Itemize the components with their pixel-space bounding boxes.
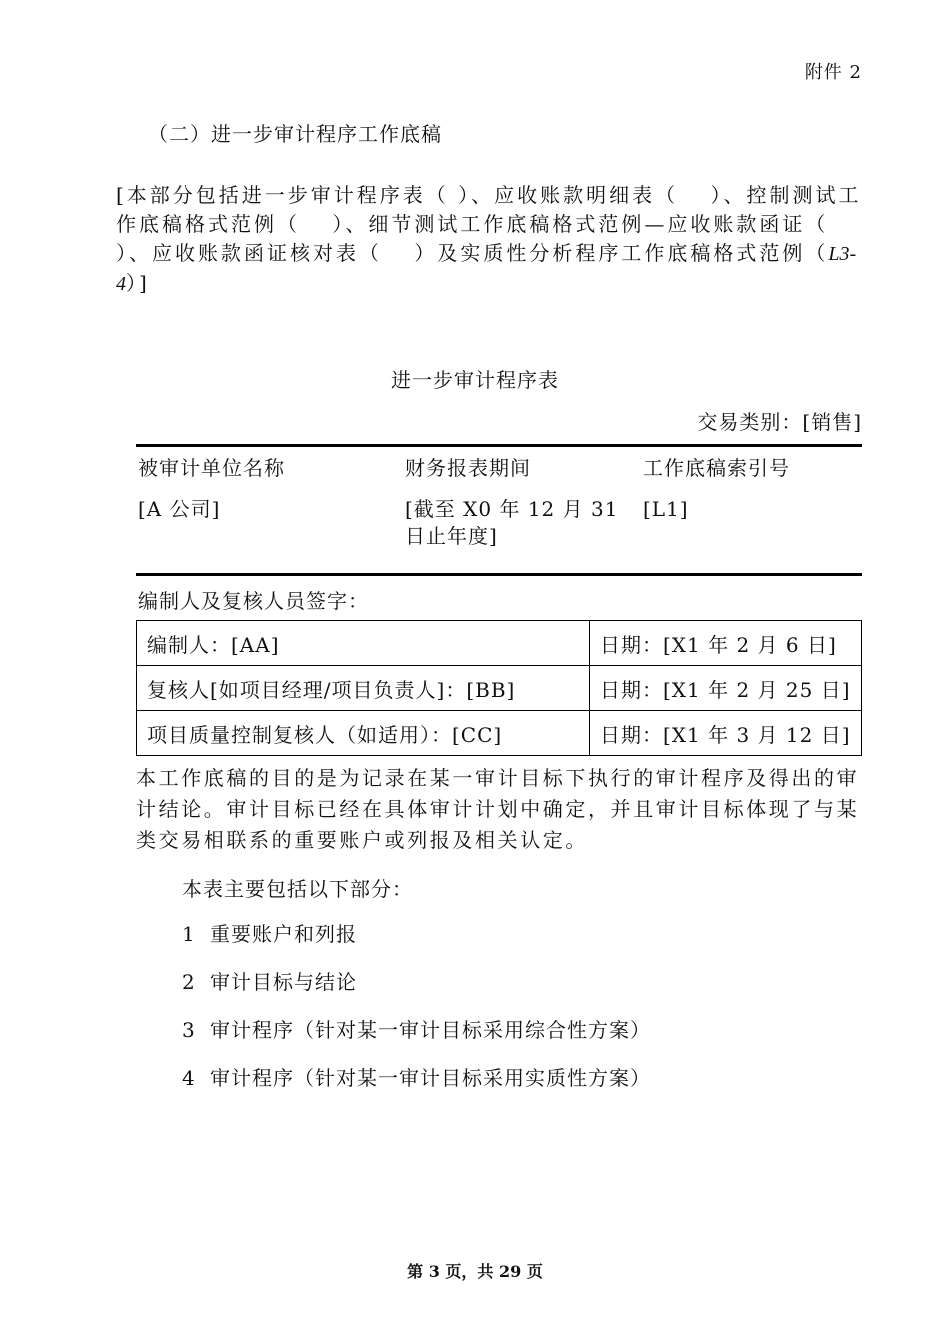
attachment-label: 附件 2 xyxy=(804,62,862,83)
list-number: 1 xyxy=(182,922,196,946)
list-text: 审计程序（针对某一审计目标采用实质性方案） xyxy=(210,1066,651,1090)
list-item xyxy=(182,966,357,995)
intro-text: [本部分包括进一步审计程序表（ ）、应收账款明细表（ ）、控制测试工作底稿格式范例（ ）、细节测试工作底稿格式范例—应收账款函证（ ）、应收账款函证核对表（ ）及实质性分析程序工作底稿格式范例（ xyxy=(116,183,862,265)
signoff-label: 编制人及复核人员签字： xyxy=(138,589,369,613)
table-title: 进一步审计程序表 xyxy=(391,368,559,392)
signoff-role: 项目质量控制复核人（如适用）：[CC] xyxy=(137,711,590,756)
transaction-type: 交易类别：[销售] xyxy=(697,410,862,434)
list-number: 3 xyxy=(182,1018,196,1042)
entity-value: [A 公司] xyxy=(138,497,221,521)
section-heading: （二）进一步审计程序工作底稿 xyxy=(148,122,442,146)
signoff-row xyxy=(137,621,862,666)
signoff-date: 日期：[X1 年 2 月 25 日] xyxy=(590,666,862,711)
signoff-role: 复核人[如项目经理/项目负责人]：[BB] xyxy=(137,666,590,711)
page-footer: 第 3 页，共 29 页 xyxy=(407,1262,543,1281)
intro-paragraph xyxy=(116,181,868,299)
intro-ref: L3-4 xyxy=(116,243,857,295)
list-item xyxy=(182,918,357,947)
period-value: [截至 X0 年 12 月 31 日止年度] xyxy=(405,497,619,548)
header-entity-name: 被审计单位名称 xyxy=(138,456,285,480)
summary-line: 本表主要包括以下部分： xyxy=(182,877,413,901)
table-bottom-rule xyxy=(136,573,862,576)
signoff-date: 日期：[X1 年 2 月 6 日] xyxy=(590,621,862,666)
list-item xyxy=(182,1062,651,1091)
signoff-role: 编制人：[AA] xyxy=(137,621,590,666)
list-text: 重要账户和列报 xyxy=(210,922,357,946)
list-text: 审计程序（针对某一审计目标采用综合性方案） xyxy=(210,1018,651,1042)
list-text: 审计目标与结论 xyxy=(210,970,357,994)
intro-close: ）] xyxy=(126,271,150,295)
header-period: 财务报表期间 xyxy=(405,456,531,480)
purpose-paragraph: 本工作底稿的目的是为记录在某一审计目标下执行的审计程序及得出的审计结论。审计目标已经在具体审计计划中确定，并且审计目标体现了与某类交易相联系的重要账户或列报及相关认定。 xyxy=(136,766,860,852)
list-number: 2 xyxy=(182,970,196,994)
index-value: [L1] xyxy=(643,497,689,521)
list-item xyxy=(182,1014,651,1043)
list-number: 4 xyxy=(182,1066,196,1090)
header-index: 工作底稿索引号 xyxy=(643,456,790,480)
table-top-rule xyxy=(136,444,862,447)
signoff-row xyxy=(137,666,862,711)
signoff-row xyxy=(137,711,862,756)
signoff-table xyxy=(136,620,862,756)
signoff-date: 日期：[X1 年 3 月 12 日] xyxy=(590,711,862,756)
